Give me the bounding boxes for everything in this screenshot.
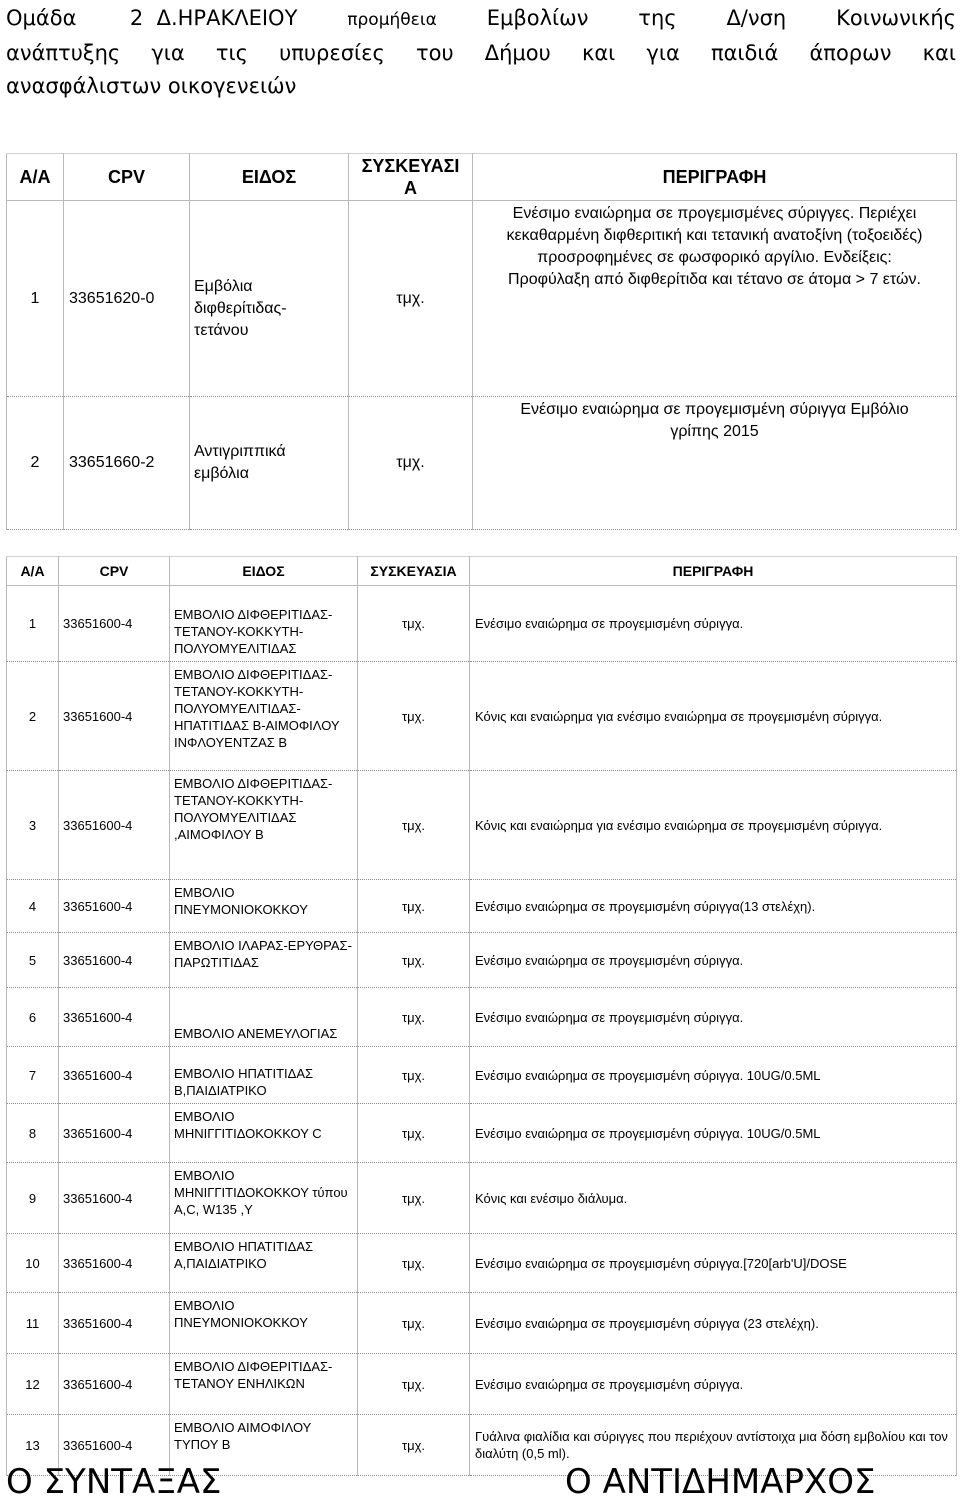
cell-desc: Ενέσιμο εναιώρημα σε προγεμισμένη σύριγγα Εμβόλιο γρίπης 2015 bbox=[473, 397, 957, 530]
cell-pack: τμχ. bbox=[358, 1234, 470, 1293]
cell-item bbox=[170, 1293, 358, 1354]
cell-aa: 2 bbox=[7, 397, 64, 530]
item-line: ΤΕΤΑΝΟΥ-ΚΟΚΚΥΤΗ- bbox=[174, 793, 304, 808]
cell-item: Αντιγριππικά εμβόλια bbox=[190, 397, 349, 530]
item-line: ΤΥΠΟΥ Β bbox=[174, 1437, 231, 1452]
header-cpv: CPV bbox=[59, 557, 170, 586]
heading-word: Δ/νση bbox=[726, 6, 787, 30]
item-line: ΜΗΝΙΓΓΙΤΙΔΟΚΟΚΚΟΥ C bbox=[174, 1126, 322, 1141]
cell-cpv: 33651600-4 bbox=[59, 1104, 170, 1163]
item-line: ΕΜΒΟΛΙΟ ΙΛΑΡΑΣ-ΕΡΥΘΡΑΣ- bbox=[174, 938, 352, 953]
item-line: Α,ΠΑΙΔΙΑΤΡΙΚΟ bbox=[174, 1256, 267, 1271]
item-line: ΠΟΛΥΟΜΥΕΛΙΤΙΔΑΣ bbox=[174, 810, 297, 825]
item-line: ΙΝΦΛΟΥΕΝΤΖΑΣ Β bbox=[174, 735, 288, 750]
cell-desc: Ενέσιμο εναιώρημα σε προγεμισμένη σύριγγα. bbox=[470, 988, 957, 1047]
cell-cpv: 33651620-0 bbox=[64, 201, 190, 397]
cell-cpv: 33651600-4 bbox=[59, 880, 170, 933]
item-line: ΤΕΤΑΝΟΥ-ΚΟΚΚΥΤΗ- bbox=[174, 684, 304, 699]
heading-word: Εμβολίων bbox=[486, 6, 589, 30]
cell-cpv: 33651600-4 bbox=[59, 988, 170, 1047]
cell-aa: 5 bbox=[7, 933, 59, 988]
table-row bbox=[7, 1293, 957, 1354]
table-body bbox=[7, 586, 957, 1476]
cell-aa: 11 bbox=[7, 1293, 59, 1354]
cell-item bbox=[170, 1354, 358, 1415]
cell-pack: τμχ. bbox=[358, 662, 470, 771]
header-pack: ΣΥΣΚΕΥΑΣΙΑ bbox=[358, 557, 470, 586]
cell-aa: 13 bbox=[7, 1415, 59, 1476]
heading-word: υπυρεσίες bbox=[279, 41, 385, 65]
heading-word: του bbox=[415, 41, 454, 65]
cell-pack: τμχ. bbox=[358, 988, 470, 1047]
item-line: ΠΟΛΥΟΜΥΕΛΙΤΙΔΑΣ bbox=[174, 641, 297, 656]
item-line: ΕΜΒΟΛΙΟ bbox=[174, 1168, 235, 1183]
table-row bbox=[7, 1234, 957, 1293]
cell-pack: τμχ. bbox=[358, 1163, 470, 1234]
item-line: ΕΜΒΟΛΙΟ ΔΙΦΘΕΡΙΤΙΔΑΣ- bbox=[174, 607, 333, 622]
item-line: ΕΜΒΟΛΙΟ ΔΙΦΘΕΡΙΤΙΔΑΣ- bbox=[174, 776, 333, 791]
cell-cpv: 33651600-4 bbox=[59, 771, 170, 880]
cell-pack: τμχ. bbox=[358, 1354, 470, 1415]
item-line: ,ΑΙΜΟΦΙΛΟΥ Β bbox=[174, 827, 264, 842]
cell-aa: 2 bbox=[7, 662, 59, 771]
item-line: ΕΜΒΟΛΙΟ ΗΠΑΤΙΤΙΔΑΣ bbox=[174, 1239, 314, 1254]
item-line: ΠΝΕΥΜΟΝΙΟΚΟΚΚΟΥ bbox=[174, 1315, 308, 1330]
item-line: ΕΜΒΟΛΙΟ bbox=[174, 1109, 235, 1124]
heading-word: Δήμου bbox=[484, 41, 551, 65]
cell-desc: Ενέσιμο εναιώρημα σε προγεμισμένη σύριγγα. bbox=[470, 933, 957, 988]
cell-cpv: 33651600-4 bbox=[59, 1415, 170, 1476]
cell-item bbox=[170, 662, 358, 771]
cell-aa: 8 bbox=[7, 1104, 59, 1163]
cell-aa: 9 bbox=[7, 1163, 59, 1234]
cell-cpv: 33651660-2 bbox=[64, 397, 190, 530]
header-aa: Α/Α bbox=[7, 557, 59, 586]
cell-cpv: 33651600-4 bbox=[59, 1047, 170, 1104]
cell-aa: 10 bbox=[7, 1234, 59, 1293]
heading-word: για bbox=[151, 41, 185, 65]
item-line: ΕΜΒΟΛΙΟ bbox=[174, 885, 235, 900]
table-row bbox=[7, 771, 957, 880]
table-row bbox=[7, 397, 957, 530]
cell-pack: τμχ. bbox=[358, 933, 470, 988]
heading-line-3: ανασφάλιστων οικογενειών bbox=[6, 74, 297, 98]
cell-desc: Ενέσιμο εναιώρημα σε προγεμισμένες σύριγγες. Περιέχει κεκαθαρμένη διφθεριτική και τετανική ανατοξίνη (τοξοειδές) προσροφημένες σε φωσφορικό αργίλιο. Ενδείξεις: Προφύλαξη από διφθερίτιδα και τέτανο σε άτομα > 7 ετών. bbox=[473, 201, 957, 397]
table-row bbox=[7, 1104, 957, 1163]
heading-word: τις bbox=[215, 41, 248, 65]
cell-item bbox=[170, 1047, 358, 1104]
item-line: ΠΝΕΥΜΟΝΙΟΚΟΚΚΟΥ bbox=[174, 902, 308, 917]
cell-item bbox=[170, 586, 358, 662]
cell-desc: Κόνις και ενέσιμο διάλυμα. bbox=[470, 1163, 957, 1234]
table-row bbox=[7, 933, 957, 988]
cell-desc: Ενέσιμο εναιώρημα σε προγεμισμένη σύριγγα (23 στελέχη). bbox=[470, 1293, 957, 1354]
cell-desc: Ενέσιμο εναιώρημα σε προγεμισμένη σύριγγα(13 στελέχη). bbox=[470, 880, 957, 933]
cell-aa: 12 bbox=[7, 1354, 59, 1415]
item-line: ΕΜΒΟΛΙΟ ΔΙΦΘΕΡΙΤΙΔΑΣ- bbox=[174, 667, 333, 682]
signature-deputy-mayor: Ο ΑΝΤΙΔΗΜΑΡΧΟΣ bbox=[565, 1462, 876, 1502]
table-row bbox=[7, 880, 957, 933]
table-row bbox=[7, 201, 957, 397]
table-header-row bbox=[7, 154, 957, 201]
header-item: ΕΙΔΟΣ bbox=[190, 154, 349, 201]
item-line: ΕΜΒΟΛΙΟ ΑΝΕΜΕΥΛΟΓΙΑΣ bbox=[174, 1026, 338, 1041]
item-line: ΕΜΒΟΛΙΟ ΔΙΦΘΕΡΙΤΙΔΑΣ- bbox=[174, 1359, 333, 1374]
item-line: ΠΑΡΩΤΙΤΙΔΑΣ bbox=[174, 955, 259, 970]
cell-item bbox=[170, 933, 358, 988]
header-cpv: CPV bbox=[64, 154, 190, 201]
cell-aa: 1 bbox=[7, 586, 59, 662]
header-desc: ΠΕΡΙΓΡΑΦΗ bbox=[473, 154, 957, 201]
header-aa: Α/Α bbox=[7, 154, 64, 201]
cell-cpv: 33651600-4 bbox=[59, 1354, 170, 1415]
cell-desc: Ενέσιμο εναιώρημα σε προγεμισμένη σύριγγα. bbox=[470, 1354, 957, 1415]
header-pack: ΣΥΣΚΕΥΑΣΙ Α bbox=[349, 154, 473, 201]
item-line: ΕΜΒΟΛΙΟ ΗΠΑΤΙΤΙΔΑΣ bbox=[174, 1066, 314, 1081]
item-line: ΕΜΒΟΛΙΟ ΑΙΜΟΦΙΛΟΥ bbox=[174, 1420, 312, 1435]
table-header-row bbox=[7, 557, 957, 586]
cell-item bbox=[170, 988, 358, 1047]
cell-aa: 7 bbox=[7, 1047, 59, 1104]
cell-pack: τμχ. bbox=[358, 1415, 470, 1476]
heading-word: 2 bbox=[129, 6, 144, 30]
item-line: A,C, W135 ,Y bbox=[174, 1202, 253, 1217]
table-row bbox=[7, 662, 957, 771]
cell-item bbox=[170, 1163, 358, 1234]
table-row bbox=[7, 586, 957, 662]
table-row bbox=[7, 1163, 957, 1234]
vaccine-table-2 bbox=[6, 556, 957, 1476]
vaccine-table-1 bbox=[6, 153, 957, 530]
item-line: ΤΕΤΑΝΟΥ ΕΝΗΛΙΚΩΝ bbox=[174, 1376, 305, 1391]
heading-word: προμήθεια bbox=[347, 10, 437, 30]
item-line: ΤΕΤΑΝΟΥ-ΚΟΚΚΥΤΗ- bbox=[174, 624, 304, 639]
cell-pack: τμχ. bbox=[358, 1293, 470, 1354]
cell-aa: 3 bbox=[7, 771, 59, 880]
heading-word: παιδιά bbox=[710, 41, 779, 65]
cell-pack: τμχ. bbox=[358, 1104, 470, 1163]
cell-item bbox=[170, 1234, 358, 1293]
heading-word: ανάπτυξης bbox=[6, 41, 121, 65]
cell-pack: τμχ. bbox=[349, 397, 473, 530]
cell-item bbox=[170, 771, 358, 880]
cell-item bbox=[170, 1104, 358, 1163]
heading-word: Δ.ΗΡΑΚΛΕΙΟΥ bbox=[156, 6, 298, 30]
table-row bbox=[7, 988, 957, 1047]
document-heading bbox=[6, 2, 956, 103]
header-desc: ΠΕΡΙΓΡΑΦΗ bbox=[470, 557, 957, 586]
heading-line-1 bbox=[6, 2, 956, 37]
cell-pack: τμχ. bbox=[349, 201, 473, 397]
heading-word: Ομάδα bbox=[6, 6, 77, 30]
cell-cpv: 33651600-4 bbox=[59, 1293, 170, 1354]
cell-cpv: 33651600-4 bbox=[59, 933, 170, 988]
cell-desc: Ενέσιμο εναιώρημα σε προγεμισμένη σύριγγα.[720[arb'U]/DOSE bbox=[470, 1234, 957, 1293]
item-line: ΠΟΛΥΟΜΥΕΛΙΤΙΔΑΣ- bbox=[174, 701, 301, 716]
table-row bbox=[7, 1354, 957, 1415]
heading-word: και bbox=[922, 41, 956, 65]
cell-item: Εμβόλια διφθερίτιδας- τετάνου bbox=[190, 201, 349, 397]
signature-author: Ο ΣΥΝΤΑΞΑΣ bbox=[6, 1462, 222, 1502]
cell-pack: τμχ. bbox=[358, 586, 470, 662]
cell-pack: τμχ. bbox=[358, 1047, 470, 1104]
heading-word: για bbox=[646, 41, 680, 65]
heading-word: άπορων bbox=[809, 41, 892, 65]
cell-aa: 1 bbox=[7, 201, 64, 397]
item-line: Β,ΠΑΙΔΙΑΤΡΙΚΟ bbox=[174, 1083, 267, 1098]
cell-cpv: 33651600-4 bbox=[59, 1234, 170, 1293]
heading-word: Κοινωνικής bbox=[836, 6, 956, 30]
heading-line-2 bbox=[6, 37, 956, 70]
cell-desc: Κόνις και εναιώρημα για ενέσιμο εναιώρημα σε προγεμισμένη σύριγγα. bbox=[470, 662, 957, 771]
cell-aa: 6 bbox=[7, 988, 59, 1047]
cell-desc: Ενέσιμο εναιώρημα σε προγεμισμένη σύριγγα. 10UG/0.5ML bbox=[470, 1047, 957, 1104]
cell-cpv: 33651600-4 bbox=[59, 586, 170, 662]
cell-pack: τμχ. bbox=[358, 880, 470, 933]
item-line: ΗΠΑΤΙΤΙΔΑΣ Β-ΑΙΜΟΦΙΛΟΥ bbox=[174, 718, 340, 733]
heading-word: και bbox=[581, 41, 616, 65]
cell-desc: Ενέσιμο εναιώρημα σε προγεμισμένη σύριγγα. bbox=[470, 586, 957, 662]
cell-desc: Γυάλινα φιαλίδια και σύριγγες που περιέχουν αντίστοιχα μια δόση εμβολίου και τον διαλύτη (0,5 ml). bbox=[470, 1415, 957, 1476]
heading-word: της bbox=[638, 6, 677, 30]
cell-desc: Ενέσιμο εναιώρημα σε προγεμισμένη σύριγγα. 10UG/0.5ML bbox=[470, 1104, 957, 1163]
header-item: ΕΙΔΟΣ bbox=[170, 557, 358, 586]
cell-pack: τμχ. bbox=[358, 771, 470, 880]
cell-cpv: 33651600-4 bbox=[59, 662, 170, 771]
cell-cpv: 33651600-4 bbox=[59, 1163, 170, 1234]
item-line: ΜΗΝΙΓΓΙΤΙΔΟΚΟΚΚΟΥ τύπου bbox=[174, 1185, 348, 1200]
cell-desc: Κόνις και εναιώρημα για ενέσιμο εναιώρημα σε προγεμισμένη σύριγγα. bbox=[470, 771, 957, 880]
item-line: ΕΜΒΟΛΙΟ bbox=[174, 1298, 235, 1313]
cell-aa: 4 bbox=[7, 880, 59, 933]
cell-item bbox=[170, 880, 358, 933]
table-row bbox=[7, 1047, 957, 1104]
